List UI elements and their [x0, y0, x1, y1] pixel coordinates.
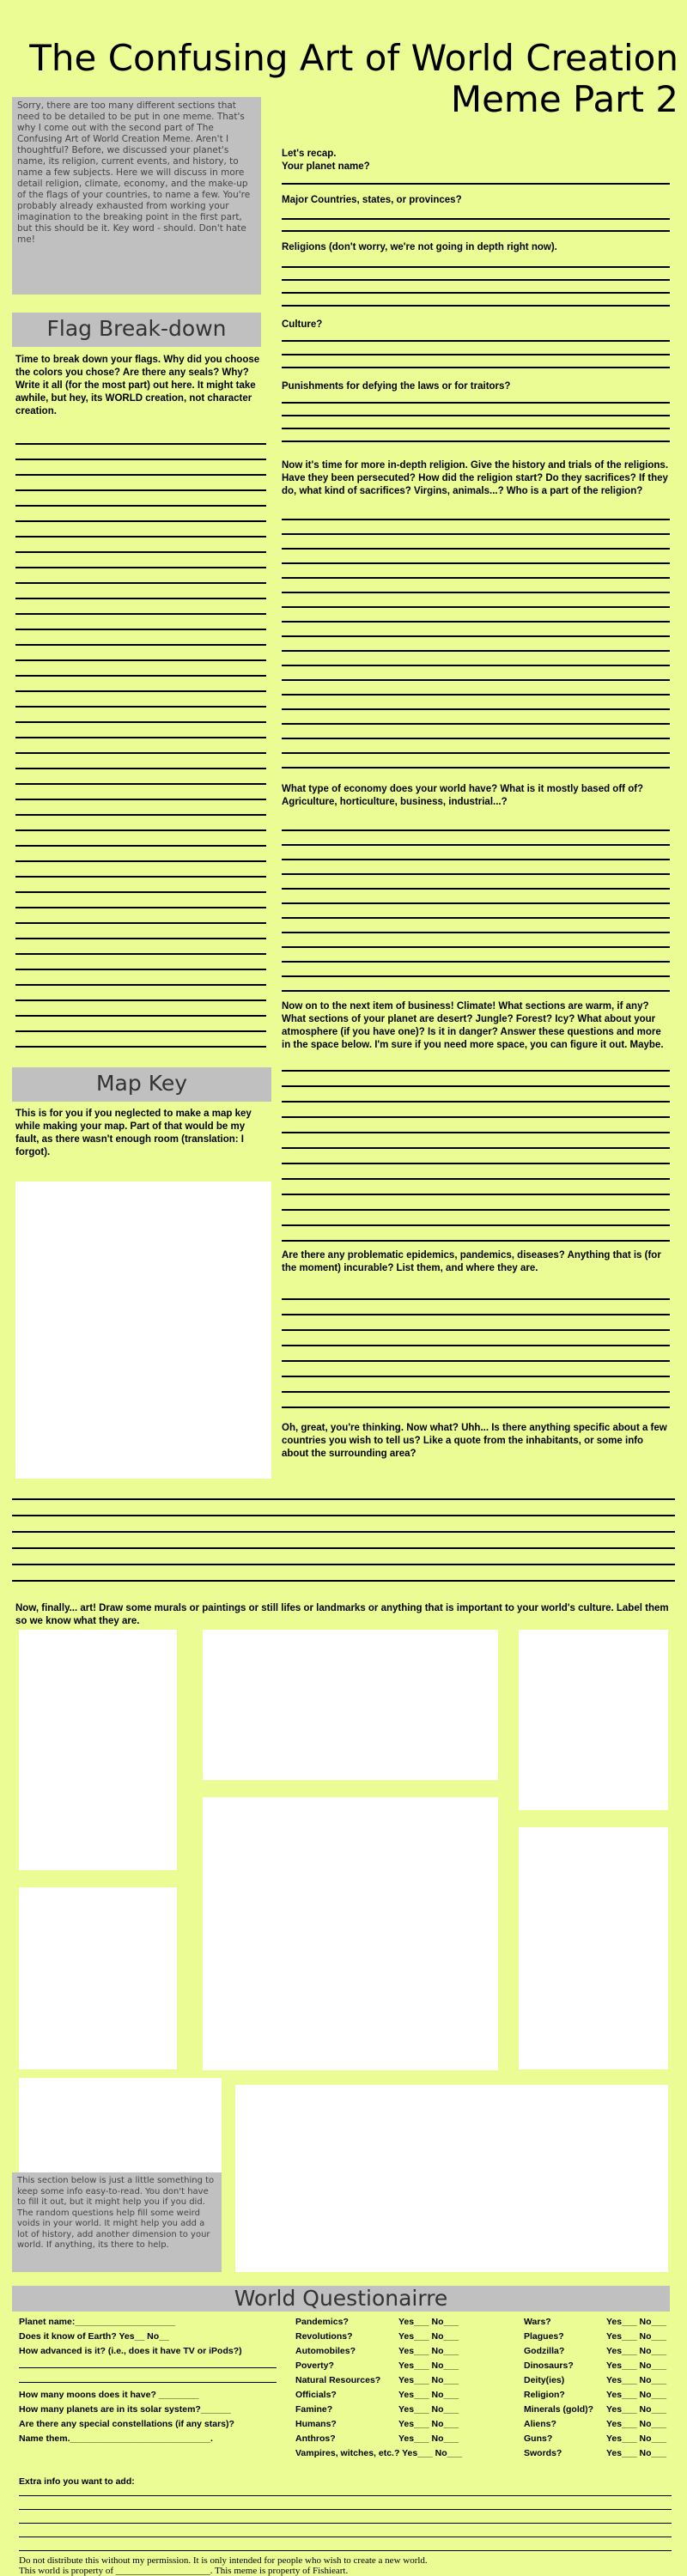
- answer-line[interactable]: [282, 1194, 670, 1195]
- questionnaire-left: [19, 2315, 294, 2446]
- answer-line[interactable]: [15, 629, 266, 630]
- answer-line[interactable]: [19, 2550, 672, 2551]
- answer-line[interactable]: [282, 218, 670, 220]
- answer-line[interactable]: [282, 1147, 670, 1149]
- answer-line[interactable]: [15, 706, 266, 708]
- answer-line[interactable]: [282, 767, 670, 769]
- art-frame[interactable]: [519, 1827, 668, 2069]
- epidemics-question: Are there any problematic epidemics, pandemics, diseases? Anything that is (for the moment) incurable? List them, and where they are.: [282, 1250, 661, 1273]
- recap-intro: [282, 148, 668, 173]
- answer-line[interactable]: [15, 891, 266, 893]
- answer-line[interactable]: [15, 814, 266, 816]
- answer-line[interactable]: [282, 279, 670, 281]
- q-constellations[interactable]: Are there any special constellations (if any stars)?: [19, 2419, 234, 2429]
- q-moons[interactable]: How many moons does it have? ________: [19, 2390, 199, 2400]
- answer-line[interactable]: [282, 367, 670, 368]
- answer-line[interactable]: [282, 354, 670, 355]
- q-pandemics[interactable]: Pandemics? Yes___ No___: [295, 2317, 459, 2327]
- answer-line[interactable]: [282, 844, 670, 846]
- answer-line[interactable]: [282, 230, 670, 232]
- art-frame[interactable]: [203, 1797, 498, 2070]
- art-frame[interactable]: [19, 1630, 177, 1870]
- questionnaire-header: World Questionairre: [12, 2286, 670, 2312]
- title-line-1: The Confusing Art of World Creation: [29, 37, 678, 79]
- answer-line[interactable]: [282, 340, 670, 342]
- countries-question: Major Countries, states, or provinces?: [282, 195, 462, 205]
- answer-line[interactable]: [282, 1314, 670, 1315]
- answer-line[interactable]: [282, 1360, 670, 1362]
- answer-line[interactable]: [12, 1547, 675, 1549]
- answer-line[interactable]: [282, 694, 670, 696]
- answer-line[interactable]: [282, 1391, 670, 1393]
- answer-line[interactable]: [19, 2382, 277, 2383]
- answer-line[interactable]: [282, 990, 670, 992]
- q-blank: [19, 2359, 294, 2373]
- answer-line[interactable]: [282, 183, 670, 185]
- answer-line[interactable]: [15, 969, 266, 970]
- q-religion[interactable]: Religion? Yes___ No___: [524, 2390, 667, 2400]
- answer-line[interactable]: [15, 768, 266, 769]
- answer-line[interactable]: [282, 665, 670, 666]
- answer-line[interactable]: [282, 829, 670, 831]
- recap-planet-question: Your planet name?: [282, 161, 370, 172]
- answer-line[interactable]: [282, 1345, 670, 1346]
- q-planet-name[interactable]: Planet name:____________________: [19, 2317, 176, 2327]
- answer-line[interactable]: [15, 721, 266, 723]
- q-dinosaurs[interactable]: Dinosaurs? Yes___ No___: [524, 2360, 667, 2371]
- answer-line[interactable]: [282, 1224, 670, 1226]
- answer-line[interactable]: [282, 415, 670, 416]
- answer-line[interactable]: [282, 975, 670, 977]
- answer-line[interactable]: [282, 708, 670, 710]
- answer-line[interactable]: [282, 621, 670, 623]
- q-minerals[interactable]: Minerals (gold)? Yes___ No___: [524, 2404, 667, 2415]
- answer-line[interactable]: [15, 459, 266, 460]
- answer-line[interactable]: [15, 675, 266, 677]
- answer-line[interactable]: [15, 938, 266, 939]
- answer-line[interactable]: [15, 984, 266, 986]
- answer-line[interactable]: [282, 266, 670, 268]
- answer-line[interactable]: [282, 1240, 670, 1242]
- q-humans[interactable]: Humans? Yes___ No___: [295, 2419, 459, 2429]
- q-godzilla[interactable]: Godzilla? Yes___ No___: [524, 2346, 667, 2356]
- answer-line[interactable]: [282, 902, 670, 904]
- intro-box: [12, 97, 261, 295]
- religions-question: Religions (don't worry, we're not going in depth right now).: [282, 242, 557, 252]
- answer-line[interactable]: [282, 428, 670, 429]
- answer-line[interactable]: [12, 1580, 675, 1582]
- footer-line-1: Do not distribute this without my permission. It is only intended for people who wish to create a new world.: [19, 2555, 428, 2566]
- answer-line[interactable]: [282, 305, 670, 307]
- q-anthros[interactable]: Anthros? Yes___ No___: [295, 2433, 459, 2444]
- answer-line[interactable]: [282, 562, 670, 564]
- answer-line[interactable]: [282, 1178, 670, 1180]
- q-officials[interactable]: Officials? Yes___ No___: [295, 2390, 459, 2400]
- economy-question: What type of economy does your world have? What is it mostly based off of? Agriculture, horticulture, business, industrial...?: [282, 784, 644, 807]
- map-key-question: This is for you if you neglected to make a map key while making your map. Part of that would be my fault, as there wasn't enough room (translation: I forgot).: [15, 1109, 252, 1157]
- answer-line[interactable]: [15, 489, 266, 491]
- art-frame[interactable]: [19, 2078, 222, 2172]
- answer-line[interactable]: [15, 845, 266, 847]
- answer-line[interactable]: [12, 1564, 675, 1565]
- answer-line[interactable]: [15, 1046, 266, 1048]
- answer-line[interactable]: [15, 443, 266, 445]
- specific-question: Oh, great, you're thinking. Now what? Uhh... Is there anything specific about a few countries you wish to tell us? Like a quote from the inhabitants, or some info about the surrounding area?: [282, 1423, 667, 1459]
- answer-line[interactable]: [282, 519, 670, 520]
- answer-line[interactable]: [282, 635, 670, 637]
- answer-line[interactable]: [19, 2495, 672, 2496]
- answer-line[interactable]: [282, 1376, 670, 1377]
- map-key-header: Map Key: [12, 1067, 271, 1102]
- answer-line[interactable]: [282, 1329, 670, 1331]
- q-aliens[interactable]: Aliens? Yes___ No___: [524, 2419, 667, 2429]
- note-box: [12, 2172, 222, 2272]
- questionnaire-middle: [295, 2315, 502, 2461]
- answer-line[interactable]: [15, 876, 266, 878]
- q-plagues[interactable]: Plagues? Yes___ No___: [524, 2331, 667, 2342]
- answer-line[interactable]: [282, 1406, 670, 1408]
- q-revolutions[interactable]: Revolutions? Yes___ No___: [295, 2331, 459, 2342]
- answer-line[interactable]: [282, 548, 670, 550]
- q-vampires[interactable]: Vampires, witches, etc.? Yes___ No___: [295, 2448, 463, 2458]
- answer-line[interactable]: [15, 1015, 266, 1017]
- q-advanced[interactable]: How advanced is it? (i.e., does it have TV or iPods?): [19, 2346, 242, 2356]
- q-natural-resources[interactable]: Natural Resources? Yes___ No___: [295, 2375, 459, 2385]
- q-earth[interactable]: Does it know of Earth? Yes__ No__: [19, 2331, 169, 2342]
- answer-line[interactable]: [282, 650, 670, 652]
- answer-line[interactable]: [282, 402, 670, 404]
- answer-line[interactable]: [15, 860, 266, 862]
- q-guns[interactable]: Guns? Yes___ No___: [524, 2433, 667, 2444]
- answer-line[interactable]: [282, 292, 670, 294]
- recap-intro-line: Let's recap.: [282, 149, 337, 159]
- q-famine[interactable]: Famine? Yes___ No___: [295, 2404, 459, 2415]
- answer-line[interactable]: [15, 690, 266, 692]
- q-swords[interactable]: Swords? Yes___ No___: [524, 2448, 667, 2458]
- answer-line[interactable]: [15, 1030, 266, 1032]
- intro-text: Sorry, there are too many different sections that need to be detailed to be put in one meme. That's why I come out with the second part of The Confusing Art of World Creation Meme. Aren't I thoughtful? Before, we discussed your planet's name, its religion, current events, and history, to name a few subjects. Here we will discuss in more detail religion, climate, economy, and the make-up of the flags of your countries, to name a few. You're probably already exhausted from working your imagination to the breaking point in the first part, but this should be it. Key word - should. Don't hate me!: [17, 100, 251, 245]
- religion-detail-question: Now it's time for more in-depth religion. Give the history and trials of the religions. Have they been persecuted? How did the religion start? Do they sacrifices? If they do, what kind of sacrifices? Virgins, animals...? Who is a part of the religion?: [282, 460, 669, 496]
- answer-line[interactable]: [282, 606, 670, 608]
- footer-line-2: This world is property of ____________________. This meme is property of Fishieart.: [19, 2566, 349, 2576]
- answer-line[interactable]: [282, 1209, 670, 1211]
- answer-line[interactable]: [282, 752, 670, 754]
- answer-line[interactable]: [282, 1298, 670, 1300]
- answer-line[interactable]: [282, 738, 670, 739]
- answer-line[interactable]: [282, 1085, 670, 1087]
- q-wars[interactable]: Wars? Yes___ No___: [524, 2317, 667, 2327]
- q-name-them[interactable]: Name them.____________________________.: [19, 2433, 213, 2444]
- answer-line[interactable]: [282, 440, 670, 442]
- q-planets[interactable]: How many planets are in its solar system?______: [19, 2404, 231, 2415]
- q-automobiles[interactable]: Automobiles? Yes___ No___: [295, 2346, 459, 2356]
- answer-line[interactable]: [15, 505, 266, 507]
- answer-line[interactable]: [15, 644, 266, 646]
- answer-line[interactable]: [15, 799, 266, 800]
- answer-line[interactable]: [282, 1116, 670, 1118]
- art-frame[interactable]: [203, 1630, 498, 1780]
- q-deities[interactable]: Deity(ies) Yes___ No___: [524, 2375, 667, 2385]
- answer-line[interactable]: [282, 592, 670, 593]
- answer-line[interactable]: [282, 1163, 670, 1164]
- answer-line[interactable]: [19, 2367, 277, 2368]
- answer-line[interactable]: [15, 659, 266, 661]
- answer-line[interactable]: [15, 907, 266, 908]
- answer-line[interactable]: [15, 536, 266, 538]
- answer-line[interactable]: [282, 888, 670, 890]
- answer-line[interactable]: [282, 1132, 670, 1133]
- answer-line[interactable]: [15, 520, 266, 522]
- art-question: Now, finally... art! Draw some murals or paintings or still lifes or landmarks or anything that is important to your world's culture. Label them so we know what they are.: [15, 1603, 669, 1626]
- answer-line[interactable]: [282, 1070, 670, 1072]
- flag-question: Time to break down your flags. Why did you choose the colors you chose? Are there any seals? Why? Write it all (for the most part) out here. It might take awhile, but hey, its WORLD creation, not character creation.: [15, 355, 260, 416]
- answer-line[interactable]: [15, 999, 266, 1001]
- answer-line[interactable]: [12, 1498, 675, 1500]
- answer-line[interactable]: [15, 474, 266, 476]
- q-blank: [19, 2373, 294, 2388]
- extra-info-label: Extra info you want to add:: [19, 2476, 135, 2487]
- answer-line[interactable]: [12, 1515, 675, 1516]
- flag-header: Flag Break-down: [12, 313, 261, 347]
- answer-line[interactable]: [282, 1101, 670, 1103]
- art-frame[interactable]: [519, 1630, 668, 1810]
- answer-line[interactable]: [282, 946, 670, 948]
- answer-line[interactable]: [282, 917, 670, 919]
- answer-line[interactable]: [15, 783, 266, 785]
- answer-line[interactable]: [15, 737, 266, 738]
- answer-line[interactable]: [282, 961, 670, 963]
- answer-line[interactable]: [282, 533, 670, 535]
- answer-line[interactable]: [19, 2509, 672, 2510]
- answer-line[interactable]: [15, 829, 266, 831]
- answer-line[interactable]: [282, 873, 670, 875]
- q-poverty[interactable]: Poverty? Yes___ No___: [295, 2360, 459, 2371]
- answer-line[interactable]: [15, 551, 266, 553]
- art-frame[interactable]: [235, 2085, 668, 2272]
- answer-line[interactable]: [15, 613, 266, 615]
- answer-line[interactable]: [282, 932, 670, 933]
- title-line-2: Meme Part 2: [450, 78, 678, 120]
- answer-line[interactable]: [19, 2523, 672, 2524]
- answer-line[interactable]: [15, 953, 266, 955]
- culture-question: Culture?: [282, 319, 323, 330]
- answer-line[interactable]: [282, 723, 670, 725]
- answer-line[interactable]: [15, 567, 266, 568]
- note-text: This section below is just a little something to keep some info easy-to-read. You don't have to fill it out, but it might help you if you did. The random questions help fill some weird voids in your world. It might help you add a lot of history, add another dimension to your world. If anything, its there to help.: [17, 2176, 215, 2250]
- footer: [19, 2555, 680, 2576]
- answer-line[interactable]: [282, 859, 670, 860]
- climate-question: Now on to the next item of business! Climate! What sections are warm, if any? What sections of your planet are desert? Jungle? Forest? Icy? What about your atmosphere (if you have one)? Is it in danger? Answer these questions and more in the space below. I'm sure if you need more space, you can figure it out. Maybe.: [282, 1001, 664, 1050]
- questionnaire-right: [524, 2315, 678, 2461]
- answer-line[interactable]: [282, 577, 670, 579]
- answer-line[interactable]: [12, 1531, 675, 1533]
- map-key-box[interactable]: [15, 1182, 271, 1479]
- answer-line[interactable]: [282, 679, 670, 681]
- answer-line[interactable]: [15, 582, 266, 584]
- punishments-question: Punishments for defying the laws or for traitors?: [282, 381, 511, 392]
- answer-line[interactable]: [15, 922, 266, 924]
- answer-line[interactable]: [15, 752, 266, 754]
- art-frame[interactable]: [19, 1887, 177, 2069]
- answer-line[interactable]: [15, 598, 266, 599]
